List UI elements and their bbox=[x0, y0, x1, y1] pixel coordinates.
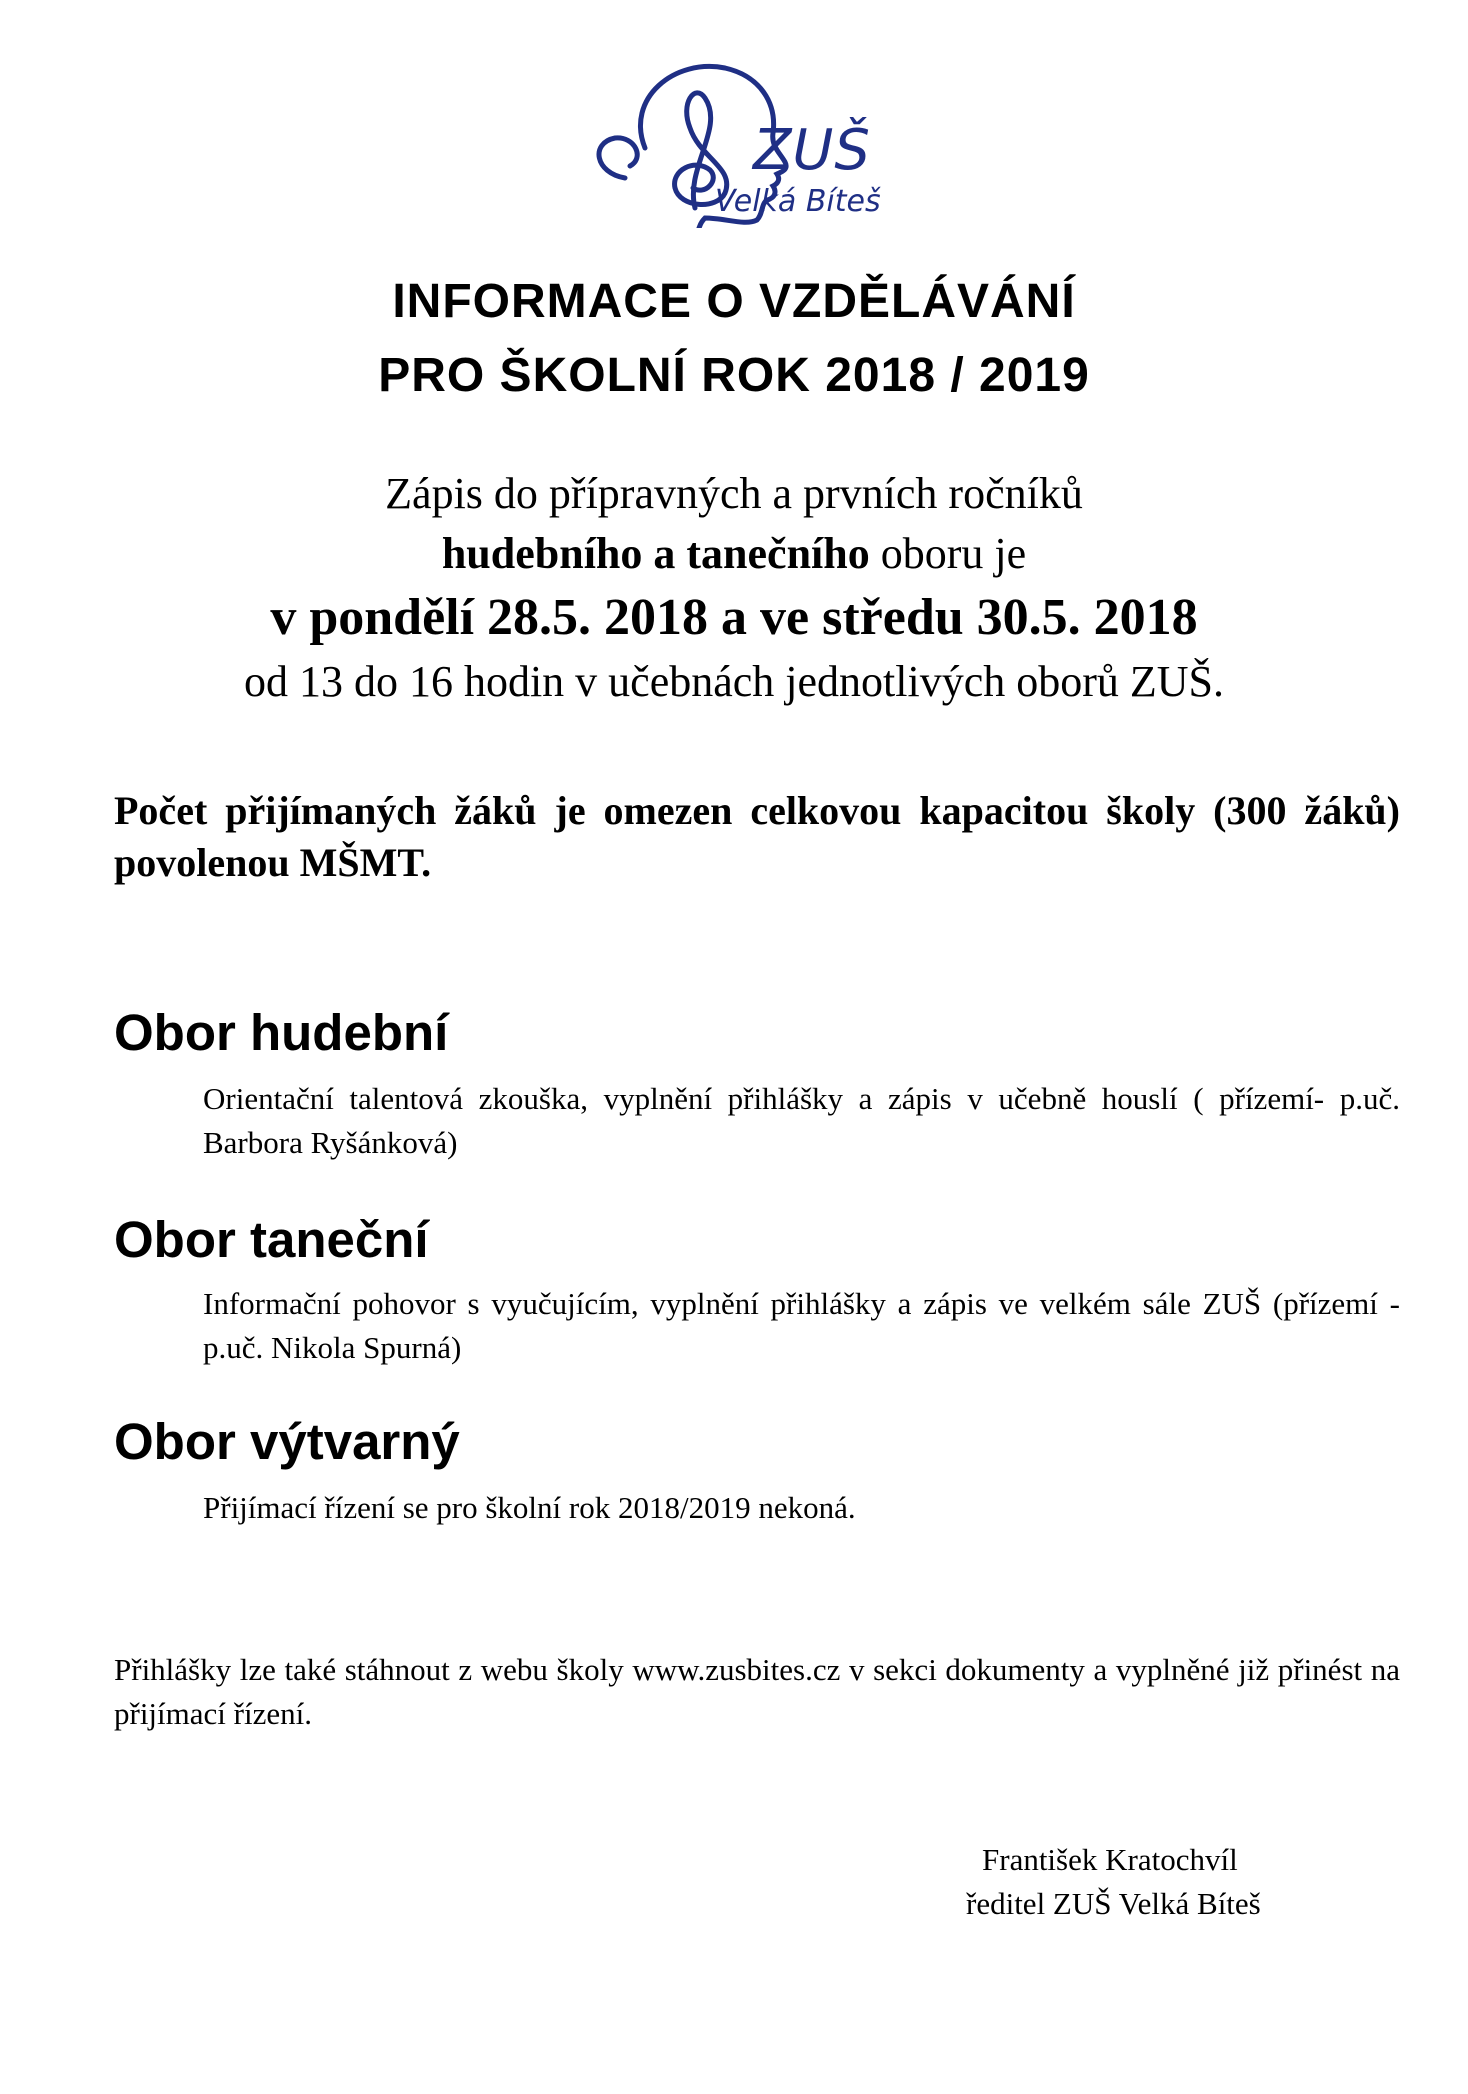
signature-role: ředitel ZUŠ Velká Bíteš bbox=[966, 1886, 1261, 1921]
capacity-notice: Počet přijímaných žáků je omezen celkovou kapacitou školy (300 žáků) povolenou MŠMT. bbox=[114, 788, 1400, 885]
signature-name: František Kratochvíl bbox=[982, 1842, 1238, 1877]
enrollment-line-2-rest: oboru je bbox=[869, 529, 1027, 578]
enrollment-dates: v pondělí 28.5. 2018 a ve středu 30.5. 2018 bbox=[270, 589, 1198, 646]
enrollment-line-1: Zápis do přípravných a prvních ročníků bbox=[385, 469, 1083, 518]
enrollment-line-2 bbox=[0, 528, 1468, 579]
download-notice: Přihlášky lze také stáhnout z webu školy www.zusbites.cz v sekci dokumenty a vyplněné již přinést na přijímací řízení. bbox=[114, 1652, 1400, 1731]
page-title-line-2: PRO ŠKOLNÍ ROK 2018 / 2019 bbox=[378, 349, 1090, 402]
signature-block bbox=[966, 1838, 1261, 1926]
section-body-dance: Informační pohovor s vyučujícím, vyplnění přihlášky a zápis ve velkém sále ZUŠ (přízemí - p.uč. Nikola Spurná) bbox=[203, 1286, 1400, 1365]
enrollment-fields-bold: hudebního a tanečního bbox=[441, 529, 870, 578]
logo-place: Velká Bíteš bbox=[715, 184, 881, 219]
section-heading-dance: Obor taneční bbox=[114, 1211, 429, 1268]
section-body-music: Orientační talentová zkouška, vyplnění přihlášky a zápis v učebně houslí ( přízemí- p.uč. Barbora Ryšánková) bbox=[203, 1081, 1400, 1160]
section-heading-music: Obor hudební bbox=[114, 1004, 449, 1061]
school-logo bbox=[585, 58, 905, 228]
section-body-art: Přijímací řízení se pro školní rok 2018/2019 nekoná. bbox=[203, 1490, 856, 1525]
page-title-line-1: INFORMACE O VZDĚLÁVÁNÍ bbox=[392, 275, 1076, 328]
enrollment-time-place: od 13 do 16 hodin v učebnách jednotlivých oborů ZUŠ. bbox=[243, 657, 1225, 706]
logo-name: ZUŠ bbox=[753, 118, 871, 183]
section-heading-art: Obor výtvarný bbox=[114, 1413, 460, 1470]
